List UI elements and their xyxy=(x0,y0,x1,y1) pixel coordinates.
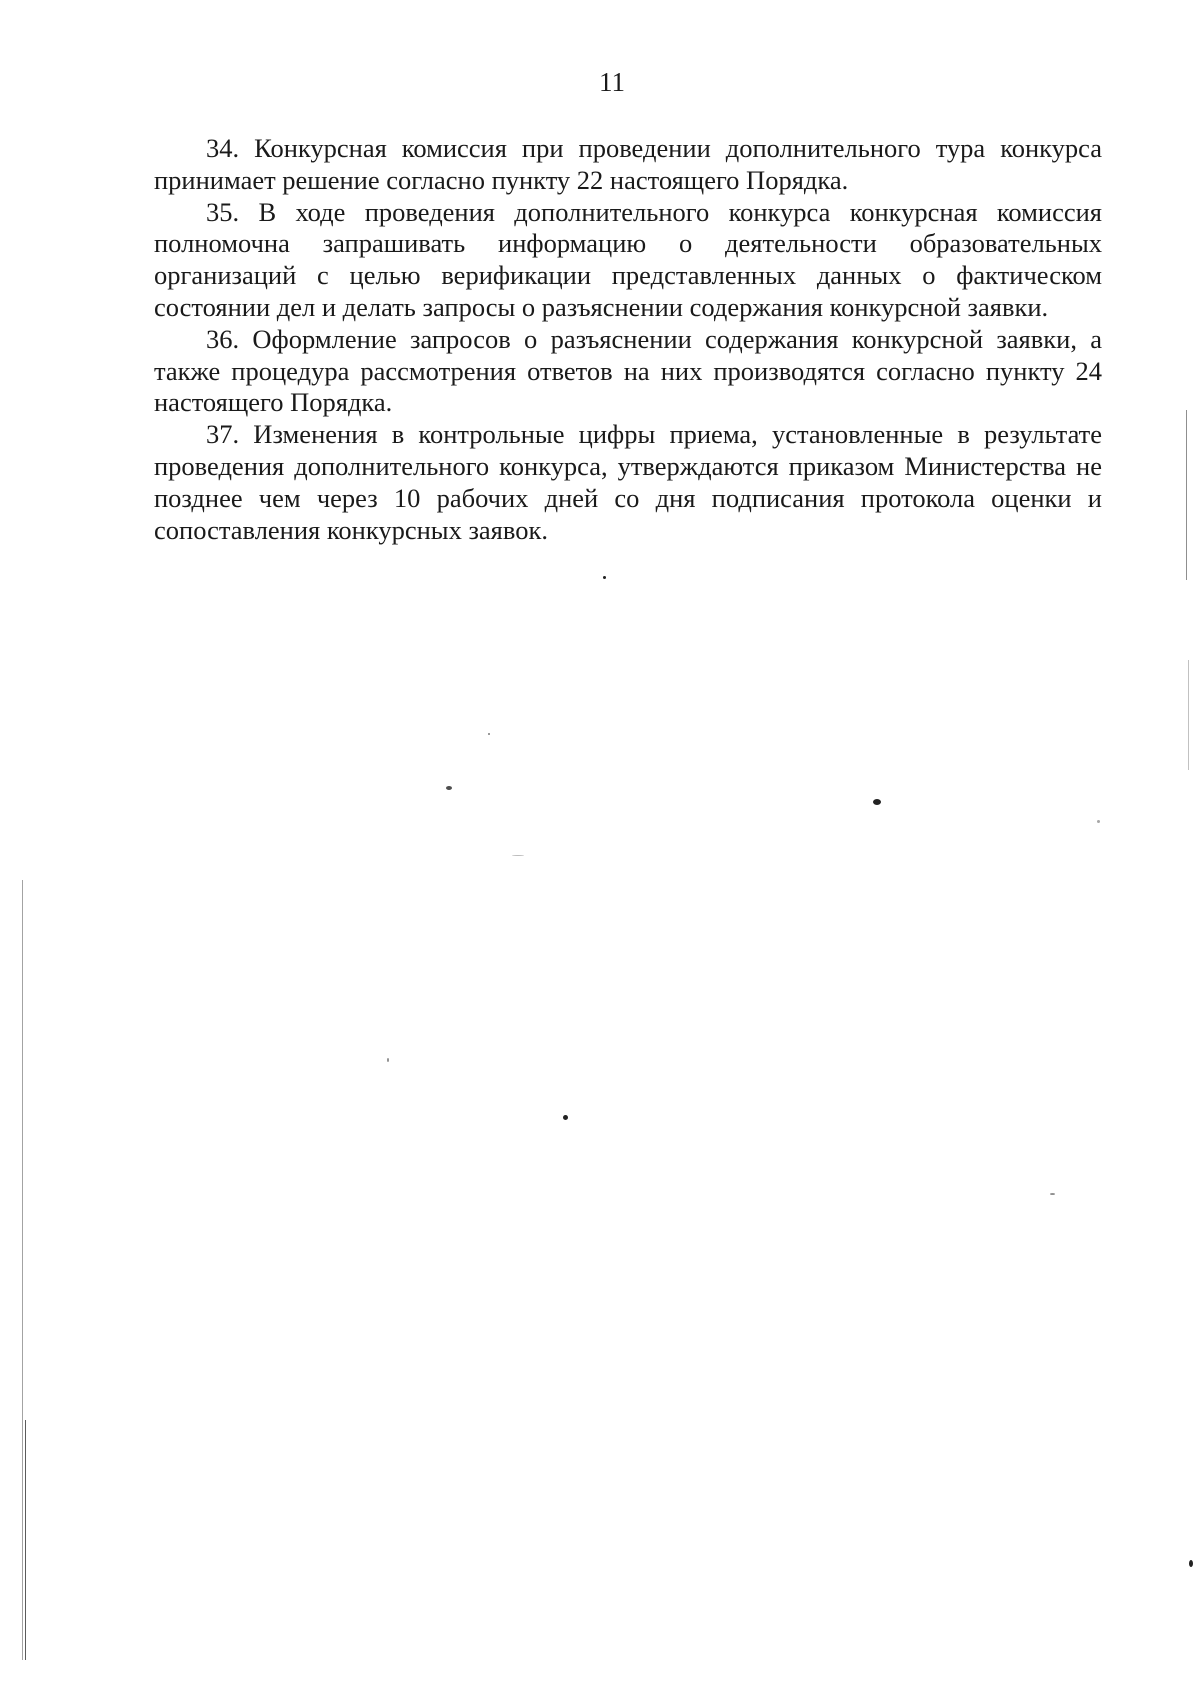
scan-speck xyxy=(512,855,524,856)
scan-edge-line-right-lower xyxy=(1188,660,1189,770)
scan-speck xyxy=(563,1115,568,1120)
scan-speck xyxy=(603,576,606,579)
paragraph-36: 36. Оформление запросов о разъяснении содержания конкурсной заявки, а также процедура рассмотрения ответов на них производятся согласно пункту 24 настоящего Порядка. xyxy=(154,323,1102,418)
scan-edge-line-right xyxy=(1186,410,1187,580)
scan-edge-line-left xyxy=(22,880,23,1660)
scan-speck xyxy=(387,1058,389,1062)
page-number: 11 xyxy=(599,67,625,97)
scan-speck xyxy=(1050,1193,1055,1195)
scan-edge-line-left-lower xyxy=(25,1420,26,1660)
scan-speck xyxy=(873,799,881,805)
scan-speck xyxy=(446,786,452,790)
scan-speck xyxy=(1189,1560,1193,1567)
scan-speck xyxy=(1097,820,1100,823)
scan-speck xyxy=(488,733,490,735)
document-body xyxy=(154,133,1102,546)
paragraph-34: 34. Конкурсная комиссия при проведении дополнительного тура конкурса принимает решение согласно пункту 22 настоящего Порядка. xyxy=(154,133,1102,195)
paragraph-37: 37. Изменения в контрольные цифры приема, установленные в результате проведения дополнительного конкурса, утверждаются приказом Министерства не позднее чем через 10 рабочих дней со дня подписания протокола оценки и сопоставления конкурсных заявок. xyxy=(154,419,1102,545)
paragraph-35: 35. В ходе проведения дополнительного конкурса конкурсная комиссия полномочна запрашивать информацию о деятельности образовательных организаций с целью верификации представленных данных о фактическом состоянии дел и делать запросы о разъяснении содержания конкурсной заявки. xyxy=(154,196,1102,322)
